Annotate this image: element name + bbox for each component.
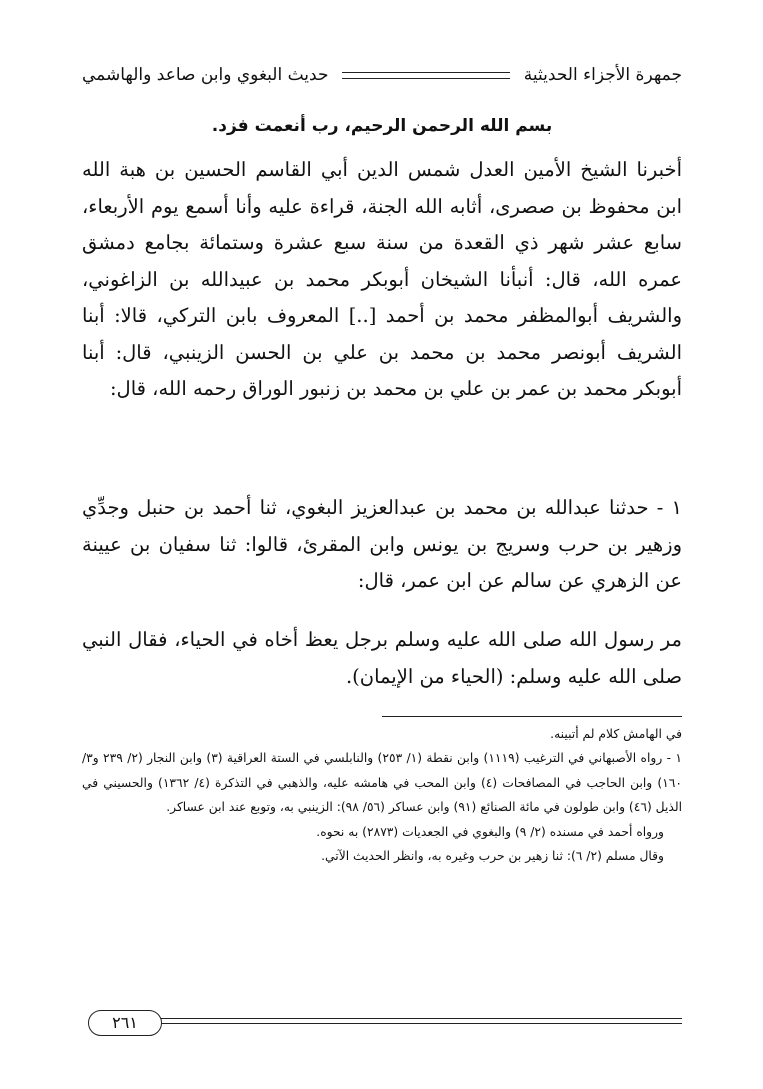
book-title: جمهرة الأجزاء الحديثية <box>523 65 682 85</box>
page-number: ٢٦١ <box>88 1010 162 1036</box>
header-double-rule <box>342 72 509 79</box>
footnote-separator <box>382 716 682 717</box>
body-text-section-3 <box>82 622 682 695</box>
footnotes <box>82 722 682 868</box>
footer-rule-top <box>152 1018 682 1019</box>
body-text-section-2 <box>82 490 682 600</box>
footnote-1-continuation-a: ورواه أحمد في مسنده (٢/ ٩) والبغوي في الجعديات (٢٨٧٣) به نحوه. <box>316 824 664 839</box>
basmala: بسم الله الرحمن الرحيم، رب أنعمت فزد. <box>211 116 553 136</box>
footnote-1-continuation-b: وقال مسلم (٢/ ٦): ثنا زهير بن حرب وغيره به، وانظر الحديث الآتي. <box>321 849 664 864</box>
isnad-paragraph: أخبرنا الشيخ الأمين العدل شمس الدين أبي القاسم الحسين بن هبة الله ابن محفوظ بن صصرى، أثابه الله الجنة، قراءة عليه وأنا أسمع يوم الأربعاء، سابع عشر شهر ذي القعدة من سنة سبع عشرة وستمائة بجامع دمشق عمره الله، قال: أنبأنا الشيخان أبوبكر محمد بن عبيدالله بن الزاغوني، والشريف أبوالمظفر محمد بن أحمد [..] المعروف بابن التركي، قالا: أبنا الشريف أبونصر محمد بن محمد بن علي بن الحسن الزينبي، قال: أبنا أبوبكر محمد بن عمر بن علي بن محمد بن زنبور الوراق رحمه الله، قال: <box>82 158 682 400</box>
hadith-1-isnad: ١ - حدثنا عبدالله بن محمد بن عبدالعزيز البغوي، ثنا أحمد بن حنبل وجدِّي وزهير بن حرب وسريج بن يونس وابن المقرئ، قالوا: ثنا سفيان بن عيينة عن الزهري عن سالم عن ابن عمر، قال: <box>82 496 682 592</box>
running-header <box>82 60 682 90</box>
hadith-1-matn: مر رسول الله صلى الله عليه وسلم برجل يعظ أخاه في الحياء، فقال النبي صلى الله عليه وسلم: (الحياء من الإيمان). <box>82 628 682 688</box>
body-text-section-1 <box>82 152 682 408</box>
footnote-1: ١ - رواه الأصبهاني في الترغيب (١١١٩) وابن نقطة (١/ ٢٥٣) والنابلسي في الستة العراقية (٣) وابن النجار (٢/ ٢٣٩ و٣/ ١٦٠) وابن الحاجب في المصافحات (٤) وابن المحب في هامشه عليه، والذهبي في التذكرة (٤/ ١٣٦٢) والحسيني في الذيل (٤٦) وابن طولون في مائة الصنائع (٩١) وابن عساكر (٥٦/ ٩٨): الزينبي به، وتوبع عند ابن عساكر. <box>82 751 682 815</box>
part-title: حديث البغوي وابن صاعد والهاشمي <box>82 65 329 85</box>
footnote-margin-note: في الهامش كلام لم أتبينه. <box>550 727 682 741</box>
footer-rule-bottom <box>152 1023 682 1024</box>
page-footer <box>82 1012 682 1038</box>
